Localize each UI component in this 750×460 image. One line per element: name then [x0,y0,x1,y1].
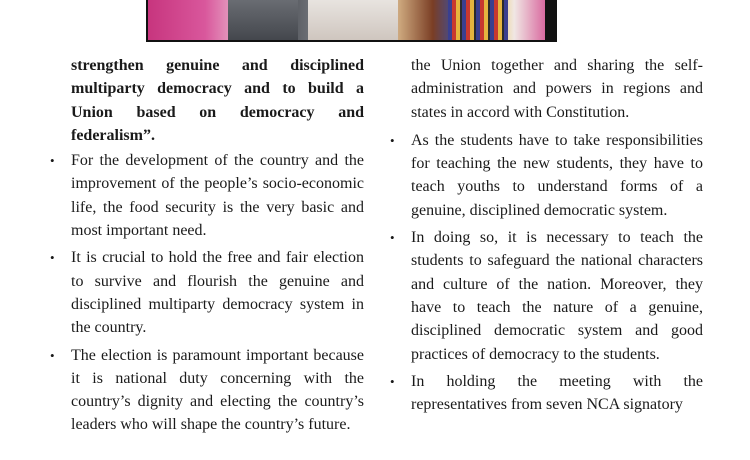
list-item [50,344,364,437]
news-photo [146,0,557,42]
bullet-icon: • [390,373,395,389]
continuation-paragraph: the Union together and sharing the self-administration and powers in regions and states in accord with Constitution. [411,57,703,121]
list-item [50,246,364,339]
photo-edge [545,0,555,42]
bullet-icon: • [50,347,55,363]
left-column [50,54,364,441]
left-bullet-list [50,149,364,437]
list-item-text: It is crucial to hold the free and fair election to survive and flourish the genuine and disciplined multiparty democracy system in the country. [71,249,364,337]
person-figure [448,0,508,40]
person-figure [228,0,298,40]
list-item-text: In doing so, it is necessary to teach the students to safeguard the national characters and culture of the nation. Moreover, they have to teach the nature of a genuine, disciplined democratic system and good practices of democracy to the students. [411,229,703,363]
list-item-text: For the development of the country and the improvement of the people’s socio-economic life, the food security is the very basic and most important need. [71,152,364,240]
list-item-text: The election is paramount important because it is national duty concerning with the country’s dignity and electing the country’s leaders who will shape the country’s future. [71,346,364,434]
person-figure [308,0,398,40]
list-item-text: As the students have to take responsibilities for teaching the new students, they have to teach youths to understand forms of a genuine, disciplined democratic system. [411,131,703,219]
list-item [390,226,703,366]
list-item [50,149,364,242]
list-item [390,370,703,417]
list-item-text: In holding the meeting with the representatives from seven NCA signatory [411,372,703,414]
bullet-icon: • [390,230,395,246]
right-bullet-list [390,129,703,417]
bullet-icon: • [50,250,55,266]
lead-quote: strengthen genuine and disciplined multiparty democracy and to build a Union based on democracy and federalism”. [71,57,364,144]
bullet-icon: • [50,153,55,169]
list-item [390,129,703,222]
bullet-icon: • [390,132,395,148]
right-column [390,54,703,420]
